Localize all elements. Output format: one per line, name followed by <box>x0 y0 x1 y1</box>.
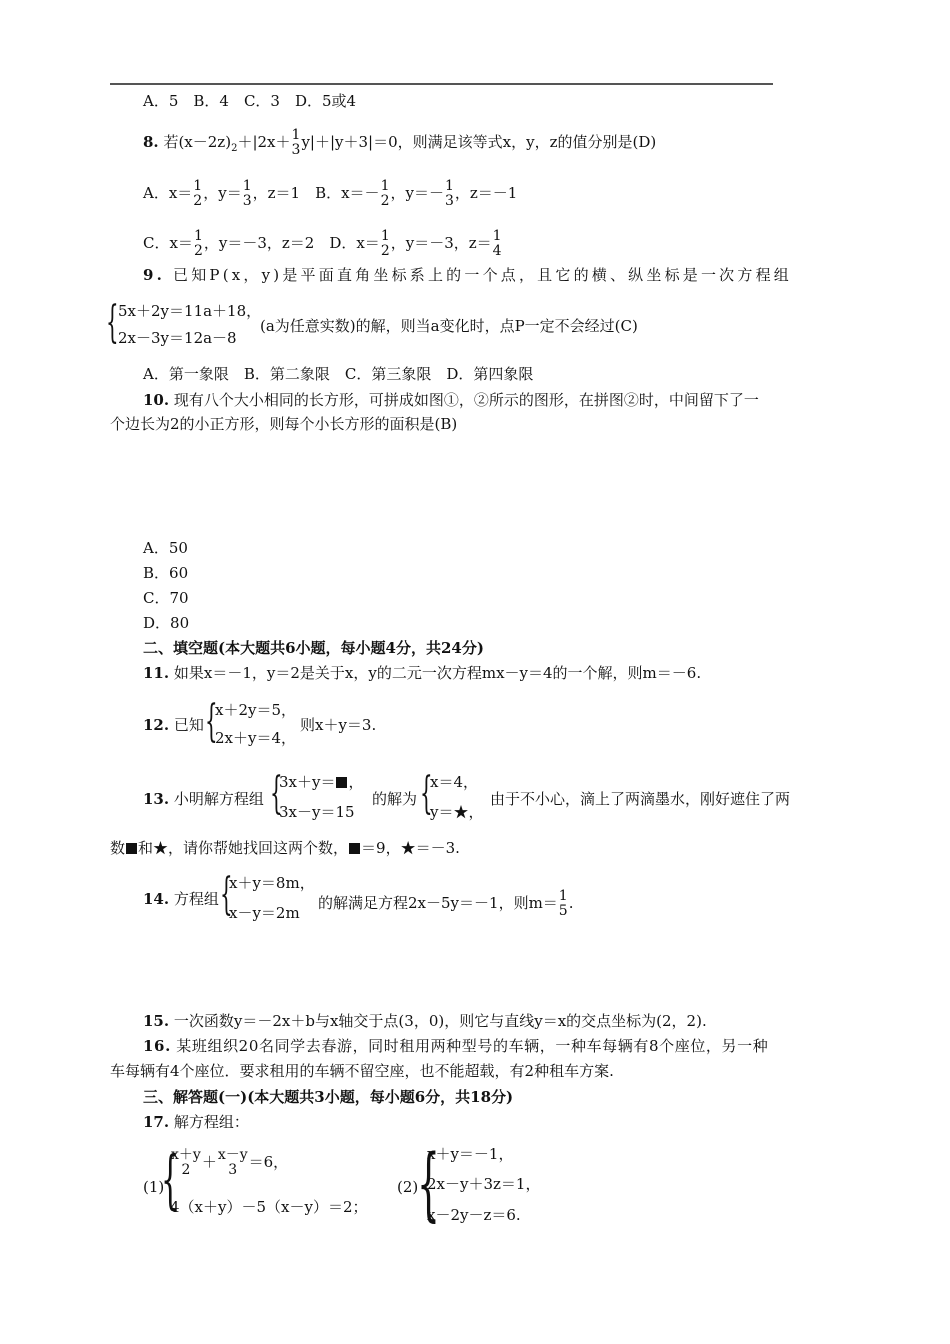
q12-pre: 12. 已知 <box>143 716 204 734</box>
header-rule <box>110 83 773 85</box>
q8-sup: 2 <box>231 143 238 154</box>
q15-number: 15. <box>143 1012 170 1030</box>
ink-blot-square-icon <box>349 843 360 854</box>
q10-option-a: A．50 <box>143 539 188 557</box>
q17-part1-system: { x＋y 2 ＋ x－y 3 ＝6， 4（x＋y）－5（x－y）＝2； <box>161 1143 368 1217</box>
q8-fraction: 1 3 <box>291 127 301 158</box>
q12-system: { x＋2y＝5， 2x＋y＝4， <box>205 696 297 747</box>
q17-part1-label: (1) <box>143 1178 165 1196</box>
q12-number: 12. <box>143 716 170 734</box>
q9-options: A．第一象限 B．第二象限 C．第三象限 D．第四象限 <box>143 365 534 383</box>
q14-number: 14. <box>143 890 170 908</box>
q16-stem: 16. 某班组织20名同学去春游，同时租用两种型号的车辆，一种车每辆有8个座位，另一种 <box>143 1037 769 1055</box>
q16-number: 16. <box>143 1037 171 1055</box>
ink-blot-square-icon <box>126 843 137 854</box>
q8-text-mid: ＋|2x＋ <box>237 133 291 151</box>
q13-post: 由于不小心，滴上了两滴墨水，刚好遮住了两 <box>490 790 791 808</box>
brace-icon: { <box>417 1137 440 1230</box>
q11-number: 11. <box>143 664 170 682</box>
q10-stem: 10. 现有八个大小相同的长方形，可拼成如图①，②所示的图形，在拼图②时，中间留下了一 <box>143 391 759 409</box>
q12-post: 则x＋y＝3. <box>300 716 377 734</box>
section-2-heading: 二、填空题(本大题共6小题，每小题4分，共24分) <box>143 639 484 657</box>
brace-icon: { <box>270 768 283 819</box>
brace-icon: { <box>161 1143 180 1217</box>
q13-system: { 3x＋y＝ ， 3x－y＝15 <box>270 768 364 821</box>
ink-blot-square-icon <box>336 777 347 788</box>
q16-line2: 车每辆有4个座位．要求租用的车辆不留空座，也不能超载，有2种租车方案. <box>110 1062 614 1080</box>
q17-part2-system: { x＋y＝－1， 2x－y＋3z＝1， x－2y－z＝6. <box>417 1137 541 1230</box>
brace-icon: { <box>106 297 119 348</box>
q10-option-b: B．60 <box>143 564 189 582</box>
q17-part2-label: (2) <box>397 1178 419 1196</box>
q10-number: 10. <box>143 391 170 409</box>
q7-options: A．5 B．4 C．3 D．5或4 <box>143 92 357 110</box>
brace-icon: { <box>420 768 433 819</box>
section-3-heading: 三、解答题(一)(本大题共3小题，每小题6分，共18分) <box>143 1088 514 1106</box>
q13-line2: 数 和★，请你帮她找回这两个数， ＝9，★＝－3. <box>110 839 460 857</box>
q10-option-d: D．80 <box>143 614 190 632</box>
q13-number: 13. <box>143 790 170 808</box>
brace-icon: { <box>205 696 218 747</box>
q17-number: 17. <box>143 1113 170 1131</box>
q8-stem <box>143 128 656 159</box>
q14-pre: 14. 方程组 <box>143 890 219 908</box>
q14-post: 的解满足方程2x－5y＝－1，则m＝ 1 5 . <box>318 888 574 919</box>
q8-options-ab: A．x＝ 1 2 ，y＝ 1 3 ，z＝1 B．x＝－ 1 2 ，y＝－ 1 3 ，z＝－1 <box>143 178 518 209</box>
q11: 11. 如果x＝－1，y＝2是关于x，y的二元一次方程mx－y＝4的一个解，则m＝－6. <box>143 664 702 682</box>
q10-stem-line2: 个边长为2的小正方形，则每个小长方形的面积是(B) <box>110 415 458 433</box>
q9-tail: (a为任意实数)的解，则当a变化时，点P一定不会经过(C) <box>260 317 638 335</box>
q17-stem: 17. 解方程组： <box>143 1113 249 1131</box>
q8-text-post: y|＋|y＋3|＝0，则满足该等式x，y，z的值分别是(D) <box>301 133 657 151</box>
q8-text-pre: 若(x－2z) <box>163 133 232 151</box>
q15: 15. 一次函数y＝－2x＋b与x轴交于点(3，0)，则它与直线y＝x的交点坐标为(2，2). <box>143 1012 707 1030</box>
q13-mid: 的解为 <box>372 790 418 808</box>
q8-options-cd: C．x＝ 1 2 ，y＝－3，z＝2 D．x＝ 1 2 ，y＝－3，z＝ 1 4 <box>143 228 502 259</box>
brace-icon: { <box>220 869 233 920</box>
q10-option-c: C．70 <box>143 589 189 607</box>
q8-number: 8. <box>143 133 159 151</box>
q9-system: { 5x＋2y＝11a＋18， 2x－3y＝12a－8 <box>106 297 262 348</box>
q9-number: 9. <box>143 266 166 284</box>
q9-stem: 9. 已知P(x，y)是平面直角坐标系上的一个点，且它的横、纵坐标是一次方程组 <box>143 266 792 284</box>
q13-pre: 13. 小明解方程组 <box>143 790 264 808</box>
q13-solution: { x＝4， y＝★， <box>420 768 484 821</box>
q14-system: { x＋y＝8m， x－y＝2m <box>220 869 315 922</box>
